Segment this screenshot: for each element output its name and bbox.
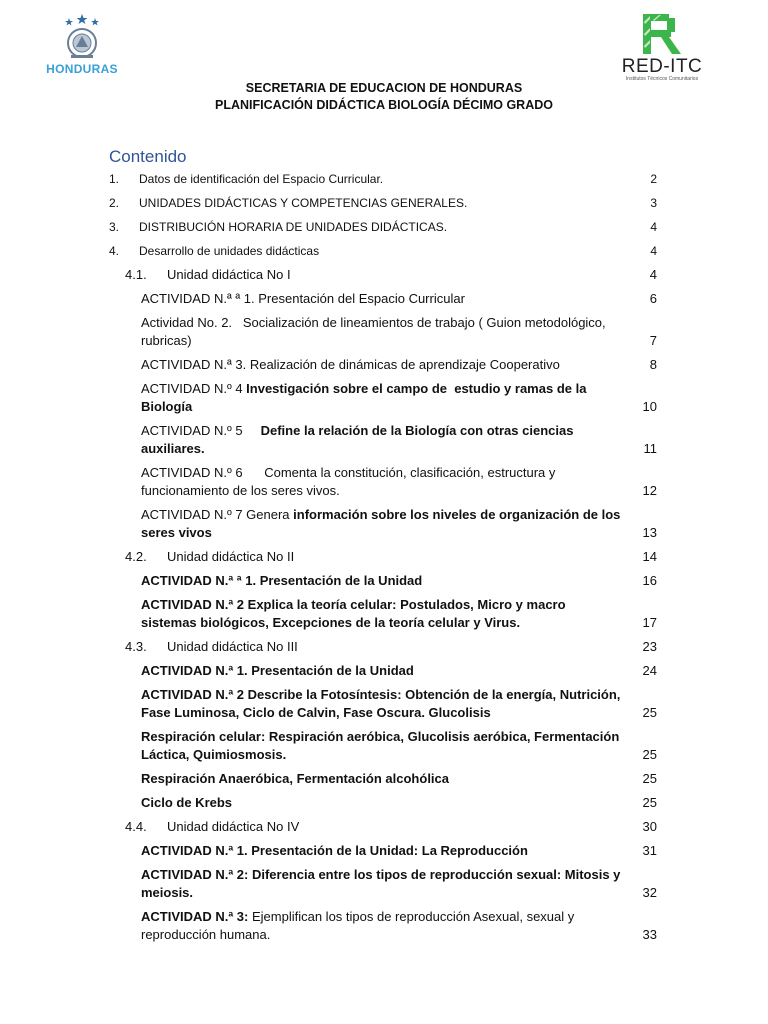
toc-entry-label: ACTIVIDAD N.ª 3. Realización de dinámicas de aprendizaje Cooperativo xyxy=(141,357,560,372)
toc-entry-text xyxy=(141,422,659,458)
toc-entry-page: 6 xyxy=(649,291,657,306)
toc-entry-label: Unidad didáctica No II xyxy=(167,549,295,564)
toc-entry-text xyxy=(125,266,659,284)
toc-entry-label: DISTRIBUCIÓN HORARIA DE UNIDADES DIDÁCTICAS. xyxy=(139,220,448,234)
toc-entry-page: 17 xyxy=(642,615,657,630)
toc-entry[interactable] xyxy=(109,380,659,416)
toc-entry[interactable] xyxy=(109,170,659,188)
toc-entry[interactable] xyxy=(109,356,659,374)
toc-entry[interactable] xyxy=(109,908,659,944)
toc-entry[interactable] xyxy=(109,194,659,212)
toc-entry-label: UNIDADES DIDÁCTICAS Y COMPETENCIAS GENERALES. xyxy=(139,196,468,210)
toc-entry-page: 4 xyxy=(650,244,657,258)
toc-entry-text xyxy=(109,218,659,236)
toc-entry-text xyxy=(141,506,659,542)
toc-entry-label: ACTIVIDAD N.º 6 Comenta la constitución, clasificación, estructura y funcionamiento de los seres vivos. xyxy=(141,465,560,498)
toc-entry-page: 24 xyxy=(642,663,657,678)
toc-entry-page: 13 xyxy=(642,525,657,540)
toc-entry[interactable] xyxy=(109,242,659,260)
toc-entry-label: Ejemplifican los tipos de reproducción Asexual, sexual y reproducción humana. xyxy=(141,909,578,942)
toc-entry-label: Respiración Anaeróbica, Fermentación alcohólica xyxy=(141,771,450,786)
honduras-coat-of-arms-icon xyxy=(57,12,107,60)
toc-entry-page: 4 xyxy=(650,220,657,234)
toc-title: Contenido xyxy=(109,147,187,166)
toc-entry-page: 2 xyxy=(650,172,657,186)
toc-entry-number: 4.3. xyxy=(125,639,147,654)
honduras-logo xyxy=(40,12,124,76)
honduras-logo-text: HONDURAS xyxy=(46,62,118,76)
toc-entry-text xyxy=(141,866,659,902)
toc-entry-label: ACTIVIDAD N.ª ª 1. Presentación del Espacio Curricular xyxy=(141,291,465,306)
toc-entry[interactable] xyxy=(109,794,659,812)
toc-entry-label: Investigación sobre el campo de estudio y ramas de la Biología xyxy=(141,381,591,414)
toc-entry-page: 4 xyxy=(649,267,657,282)
toc-entry-number: 3. xyxy=(109,220,120,234)
toc-entry[interactable] xyxy=(109,266,659,284)
toc-entry[interactable] xyxy=(109,866,659,902)
toc-entry-page: 25 xyxy=(642,795,657,810)
toc-entry-page: 25 xyxy=(642,747,657,762)
document-header xyxy=(0,80,768,114)
toc-entry-text xyxy=(141,464,659,500)
red-itc-r-logo-icon xyxy=(641,12,683,56)
toc-entry-label: ACTIVIDAD N.ª 3: xyxy=(141,909,252,924)
toc-entry-text xyxy=(141,314,659,350)
red-itc-logo-text: RED-ITC xyxy=(621,56,703,77)
toc-entry-label: información sobre los niveles de organización de los seres vivos xyxy=(141,507,625,540)
toc-entry[interactable] xyxy=(109,662,659,680)
toc-entry[interactable] xyxy=(109,464,659,500)
toc-entry-page: 8 xyxy=(649,357,657,372)
toc-entry[interactable] xyxy=(109,314,659,350)
toc-entry-label: ACTIVIDAD N.ª 1. Presentación de la Unidad xyxy=(141,663,414,678)
toc-entry-page: 30 xyxy=(642,819,657,834)
toc-entry-label: Actividad No. 2. Socialización de lineamientos de trabajo ( Guion metodológico, rubricas) xyxy=(141,315,610,348)
toc-entry-text xyxy=(109,170,659,188)
toc-entry[interactable] xyxy=(109,572,659,590)
toc-entry[interactable] xyxy=(109,770,659,788)
red-itc-logo xyxy=(612,12,712,82)
toc-entry-text xyxy=(141,728,659,764)
toc-entry-number: 4.2. xyxy=(125,549,147,564)
toc-entry-label: ACTIVIDAD N.º 7 Genera xyxy=(141,507,294,522)
toc-entry[interactable] xyxy=(109,842,659,860)
toc-entry-page: 3 xyxy=(650,196,657,210)
toc-entry-text xyxy=(141,662,659,680)
header-line-2: PLANIFICACIÓN DIDÁCTICA BIOLOGÍA DÉCIMO GRADO xyxy=(215,98,553,112)
toc-entry-page: 31 xyxy=(642,843,657,858)
toc-entry[interactable] xyxy=(109,548,659,566)
toc-entry[interactable] xyxy=(109,422,659,458)
toc-entry[interactable] xyxy=(109,218,659,236)
toc-entry-page: 25 xyxy=(642,771,657,786)
toc-entry-page: 14 xyxy=(642,549,657,564)
toc-entry-text xyxy=(109,194,659,212)
toc-entry[interactable] xyxy=(109,818,659,836)
toc-entry-label: ACTIVIDAD N.ª ª 1. Presentación de la Unidad xyxy=(141,573,423,588)
toc-entry-text xyxy=(141,686,659,722)
toc-entry[interactable] xyxy=(109,596,659,632)
toc-entry-number: 4. xyxy=(109,244,120,258)
toc-entry-number: 4.1. xyxy=(125,267,147,282)
toc-entry-text xyxy=(141,596,659,632)
toc-entry-page: 16 xyxy=(642,573,657,588)
toc-entry-page: 11 xyxy=(643,441,657,456)
red-itc-tagline: Institutos Técnicos Comunitarios xyxy=(625,76,699,82)
toc-entry-page: 7 xyxy=(649,333,657,348)
toc-entry-number: 1. xyxy=(109,172,120,186)
toc-entry[interactable] xyxy=(109,506,659,542)
toc-entry-label: Unidad didáctica No III xyxy=(167,639,298,654)
toc-entry-text xyxy=(109,242,659,260)
toc-entry-text xyxy=(141,380,659,416)
toc-entry-page: 12 xyxy=(642,483,657,498)
toc-entry-text xyxy=(125,818,659,836)
toc-entry-label: ACTIVIDAD N.º 4 xyxy=(141,381,247,396)
table-of-contents xyxy=(109,170,659,950)
toc-entry-label: ACTIVIDAD N.ª 2 Explica la teoría celular: Postulados, Micro y macro sistemas biológicos, Excepciones de la teoría celular y Virus. xyxy=(141,597,570,630)
toc-entry-label: Unidad didáctica No IV xyxy=(167,819,300,834)
toc-entry-page: 23 xyxy=(642,639,657,654)
toc-entry[interactable] xyxy=(109,686,659,722)
toc-entry-text xyxy=(141,908,659,944)
toc-entry-number: 4.4. xyxy=(125,819,147,834)
toc-entry-label: Define la relación de la Biología con otras ciencias auxiliares. xyxy=(141,423,578,456)
toc-entry-label: Respiración celular: Respiración aeróbica, Glucolisis aeróbica, Fermentación Láctica, Quimiosmosis. xyxy=(141,729,623,762)
toc-entry-text xyxy=(141,572,659,590)
toc-entry-label: Desarrollo de unidades didácticas xyxy=(139,244,320,258)
toc-entry-page: 10 xyxy=(642,399,657,414)
toc-entry-text xyxy=(141,356,659,374)
toc-entry-text xyxy=(141,794,659,812)
toc-entry-label: Datos de identificación del Espacio Curricular. xyxy=(139,172,384,186)
toc-entry-label: Unidad didáctica No I xyxy=(167,267,291,282)
header-line-1: SECRETARIA DE EDUCACION DE HONDURAS xyxy=(245,81,523,95)
toc-entry-label: ACTIVIDAD N.ª 2: Diferencia entre los tipos de reproducción sexual: Mitosis y meiosis. xyxy=(141,867,625,900)
toc-entry-label: ACTIVIDAD N.ª 2 Describe la Fotosíntesis: Obtención de la energía, Nutrición, Fase Luminosa, Ciclo de Calvin, Fase Oscura. Glucolisis xyxy=(141,687,625,720)
toc-entry-label: ACTIVIDAD N.º 5 xyxy=(141,423,261,438)
toc-entry-label: Ciclo de Krebs xyxy=(141,795,233,810)
toc-entry[interactable] xyxy=(109,290,659,308)
toc-entry-page: 32 xyxy=(642,885,657,900)
toc-entry-text xyxy=(125,548,659,566)
toc-entry-number: 2. xyxy=(109,196,120,210)
toc-entry-text xyxy=(141,842,659,860)
toc-entry-page: 25 xyxy=(642,705,657,720)
toc-entry-text xyxy=(141,290,659,308)
toc-entry-text xyxy=(125,638,659,656)
toc-entry-label: ACTIVIDAD N.ª 1. Presentación de la Unidad: La Reproducción xyxy=(141,843,528,858)
toc-entry[interactable] xyxy=(109,728,659,764)
toc-entry[interactable] xyxy=(109,638,659,656)
toc-entry-text xyxy=(141,770,659,788)
toc-entry-page: 33 xyxy=(642,927,657,942)
